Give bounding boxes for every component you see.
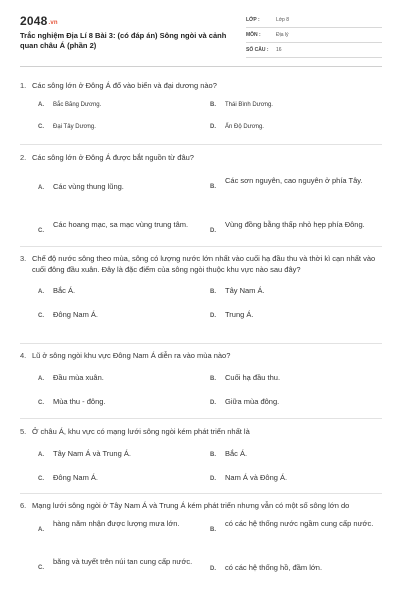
meta-value: Địa lý (276, 32, 289, 38)
meta-row-class (246, 14, 382, 28)
question-stem (20, 426, 380, 437)
option-text: Các hoang mạc, sa mạc vùng trung tâm. (53, 220, 189, 229)
answer-options (20, 519, 380, 591)
option-text: Tây Nam Á và Trung Á. (53, 449, 131, 458)
option-d[interactable] (210, 310, 378, 321)
option-c[interactable] (38, 310, 198, 321)
answer-options (20, 286, 380, 330)
option-d[interactable] (210, 220, 378, 234)
question-number: 1. (20, 81, 27, 90)
option-c[interactable] (38, 557, 198, 571)
option-d[interactable] (210, 563, 378, 574)
answer-options (20, 449, 380, 493)
option-text: Giữa mùa đông. (225, 397, 280, 406)
site-logo[interactable] (20, 14, 58, 28)
option-a[interactable] (38, 519, 198, 533)
option-text: Tây Nam Á. (225, 286, 265, 295)
option-text: Vùng đồng bằng thấp nhỏ hẹp phía Đông. (225, 220, 365, 229)
meta-table (246, 14, 382, 59)
option-text: băng và tuyết trên núi tan cung cấp nước. (53, 557, 193, 566)
question-2 (20, 152, 380, 248)
option-letter: B. (210, 452, 216, 458)
option-a[interactable] (38, 449, 198, 460)
document-header (20, 14, 382, 62)
question-stem (20, 80, 380, 91)
option-text: Đông Nam Á. (53, 310, 99, 319)
option-text: Nam Á và Đông Á. (225, 473, 288, 482)
answer-options (20, 100, 380, 140)
option-letter: A. (38, 527, 44, 533)
question-stem (20, 500, 380, 511)
option-letter: D. (210, 313, 216, 319)
option-letter: B. (210, 102, 216, 108)
option-letter: C. (38, 565, 44, 571)
question-stem (20, 152, 380, 163)
option-text: Cuối hạ đầu thu. (225, 373, 281, 382)
option-text: Mùa thu - đông. (53, 397, 106, 406)
question-text: Các sông lớn ở Đông Á đổ vào biển và đại dương nào? (32, 81, 217, 90)
option-letter: C. (38, 476, 44, 482)
option-text: Bắc Á. (53, 286, 76, 295)
option-text: Các vùng thung lũng. (53, 182, 124, 191)
option-a[interactable] (38, 100, 198, 111)
option-text: Ấn Độ Dương. (225, 124, 264, 130)
option-text: có các hệ thống hồ, đầm lớn. (225, 563, 323, 572)
question-separator (20, 144, 382, 145)
question-1 (20, 80, 380, 140)
meta-value: Lớp 8 (276, 17, 290, 23)
question-number: 6. (20, 501, 27, 510)
option-letter: C. (38, 124, 44, 130)
question-3 (20, 253, 380, 330)
option-letter: C. (38, 228, 44, 234)
option-text: Các sơn nguyên, cao nguyên ở phía Tây. (225, 176, 363, 185)
question-text: Mạng lưới sông ngòi ở Tây Nam Á và Trung Á kém phát triển nhưng vẫn có một số sông lớn do (32, 501, 350, 510)
option-letter: A. (38, 452, 44, 458)
question-4 (20, 350, 380, 417)
meta-value: 16 (276, 47, 282, 53)
question-separator (20, 343, 382, 344)
question-number: 3. (20, 254, 27, 263)
question-stem (20, 253, 380, 275)
option-a[interactable] (38, 373, 198, 384)
option-letter: A. (38, 376, 44, 382)
logo-suffix: .vn (48, 20, 58, 26)
answer-options (20, 373, 380, 417)
meta-label: SỐ CÂU : (246, 47, 269, 53)
option-a[interactable] (38, 182, 198, 193)
logo-text: 2048 (20, 14, 48, 28)
option-d[interactable] (210, 122, 378, 133)
option-letter: D. (210, 400, 216, 406)
option-letter: C. (38, 400, 44, 406)
header-divider (20, 66, 382, 67)
option-text: Đầu mùa xuân. (53, 373, 104, 382)
question-separator (20, 493, 382, 494)
question-separator (20, 418, 382, 419)
option-letter: D. (210, 476, 216, 482)
option-c[interactable] (38, 473, 198, 484)
meta-row-count (246, 44, 382, 58)
question-text: Chế độ nước sông theo mùa, sông có lượng nước lớn nhất vào cuối hạ đầu thu và thời kì cạn nhất vào cuối đông đầu xuân. Đây là đặc điểm của sông ngòi thuộc khu vực nào sau đây? (32, 254, 376, 274)
option-letter: B. (210, 184, 216, 190)
answer-options (20, 172, 380, 248)
option-b[interactable] (210, 286, 378, 297)
question-number: 4. (20, 351, 27, 360)
option-letter: D. (210, 228, 216, 234)
option-c[interactable] (38, 220, 198, 234)
option-a[interactable] (38, 286, 198, 297)
option-letter: A. (38, 185, 44, 191)
option-letter: C. (38, 313, 44, 319)
option-b[interactable] (210, 449, 378, 460)
option-text: Trung Á. (225, 310, 254, 319)
option-text: Đại Tây Dương. (53, 124, 96, 130)
option-b[interactable] (210, 100, 378, 111)
question-separator (20, 246, 382, 247)
option-letter: B. (210, 289, 216, 295)
question-text: Các sông lớn ở Đông Á được bắt nguồn từ đâu? (32, 153, 194, 162)
document-title: Trắc nghiệm Địa Lí 8 Bài 3: (có đáp án) Sông ngòi và cảnh quan châu Á (phần 2) (20, 31, 227, 50)
question-5 (20, 426, 380, 493)
option-b[interactable] (210, 373, 378, 384)
question-text: Ở châu Á, khu vực có mạng lưới sông ngòi kém phát triển nhất là (32, 427, 250, 436)
question-6 (20, 500, 380, 591)
option-text: hàng năm nhận được lượng mưa lớn. (53, 519, 180, 528)
question-number: 2. (20, 153, 27, 162)
option-letter: D. (210, 566, 216, 572)
option-b[interactable] (210, 519, 378, 533)
option-text: Bắc Băng Dương. (53, 102, 102, 108)
option-letter: B. (210, 376, 216, 382)
option-letter: A. (38, 102, 44, 108)
option-letter: A. (38, 289, 44, 295)
option-c[interactable] (38, 397, 198, 408)
option-text: có các hệ thống nước ngầm cung cấp nước. (225, 519, 374, 528)
option-c[interactable] (38, 122, 198, 133)
option-text: Thái Bình Dương. (225, 102, 273, 108)
option-d[interactable] (210, 397, 378, 408)
meta-label: LỚP : (246, 17, 260, 23)
option-text: Đông Nam Á. (53, 473, 99, 482)
question-number: 5. (20, 427, 27, 436)
option-letter: B. (210, 527, 216, 533)
option-letter: D. (210, 124, 216, 130)
option-d[interactable] (210, 473, 378, 484)
option-text: Bắc Á. (225, 449, 248, 458)
question-text: Lũ ở sông ngòi khu vực Đông Nam Á diễn ra vào mùa nào? (32, 351, 231, 360)
meta-label: MÔN : (246, 32, 261, 38)
question-stem (20, 350, 380, 361)
meta-row-subject (246, 29, 382, 43)
option-b[interactable] (210, 176, 378, 190)
